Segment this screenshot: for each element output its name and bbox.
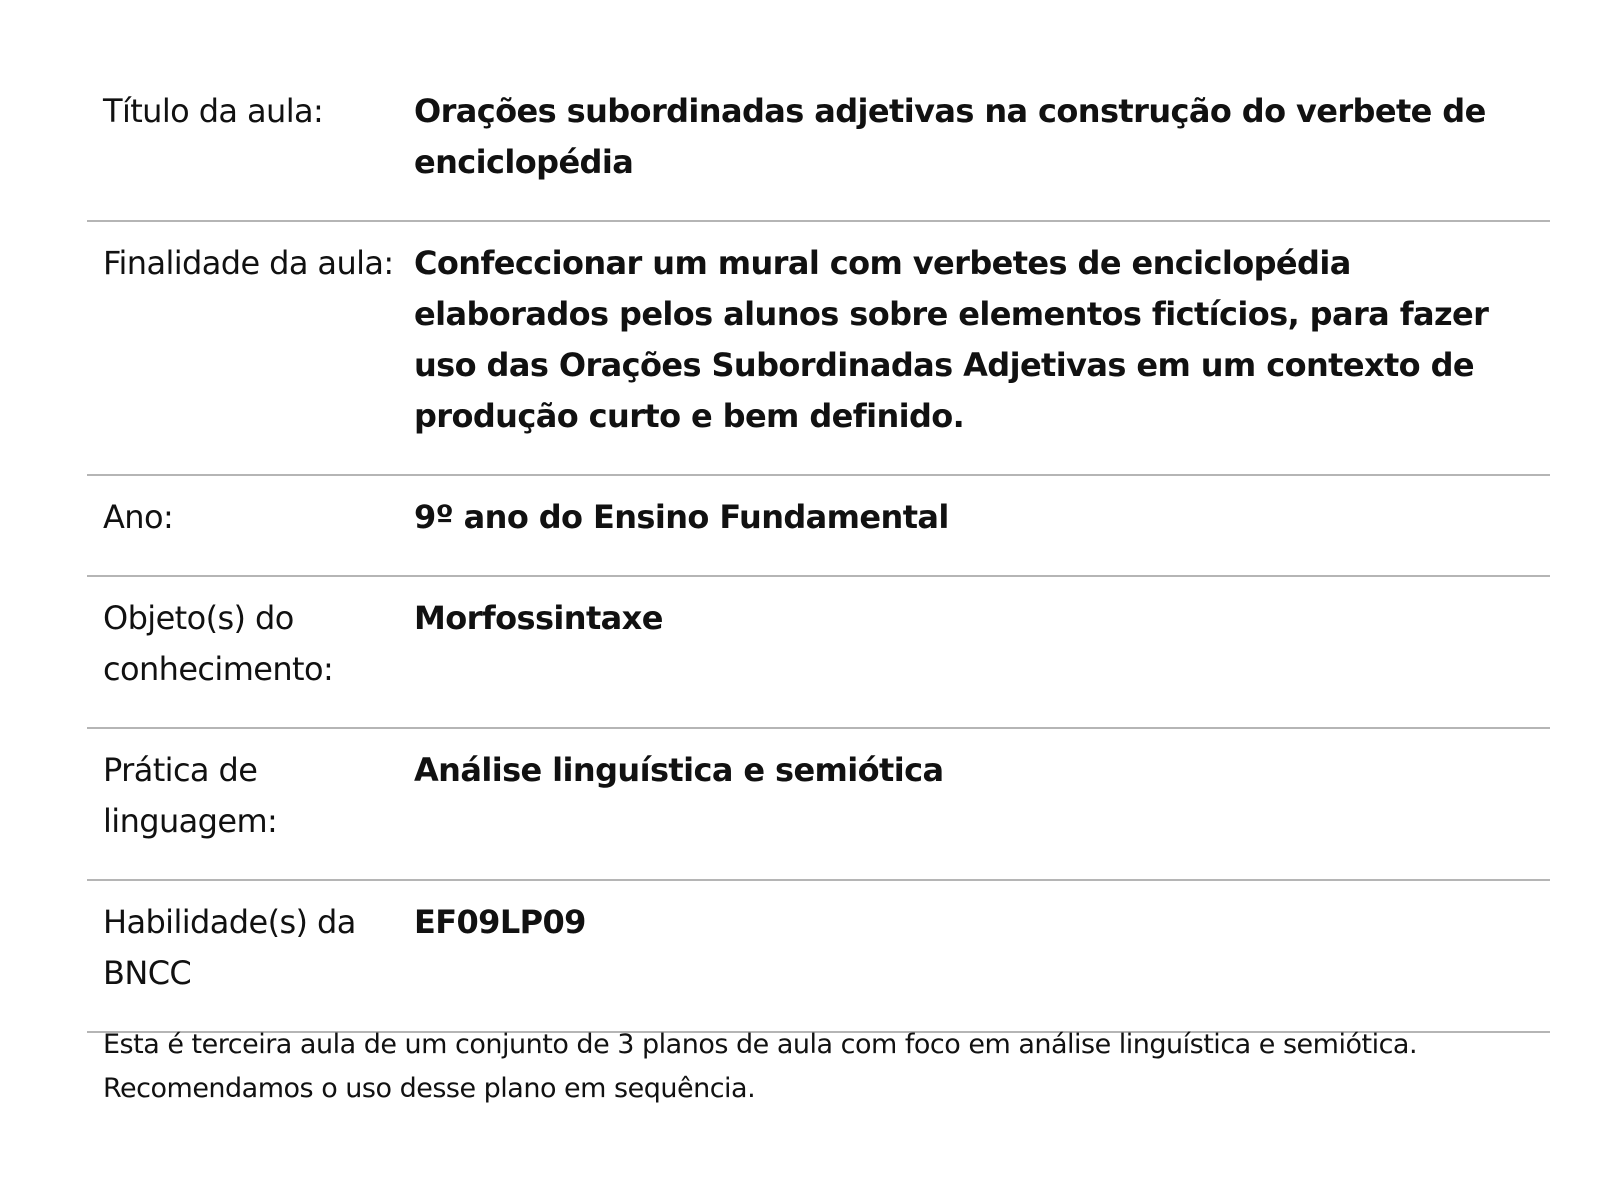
row-finalidade	[87, 222, 1550, 476]
value-pratica: Análise linguística e semiótica	[414, 751, 944, 789]
row-objeto	[87, 577, 1550, 729]
row-habilidade	[87, 881, 1550, 1033]
row-ano	[87, 476, 1550, 577]
value-titulo: Orações subordinadas adjetivas na construção do verbete de enciclopédia	[414, 92, 1486, 181]
label-objeto: Objeto(s) do conhecimento:	[103, 599, 334, 688]
label-habilidade: Habilidade(s) da BNCC	[103, 903, 356, 992]
lesson-info-table	[87, 70, 1550, 1033]
value-habilidade: EF09LP09	[414, 903, 586, 941]
value-objeto: Morfossintaxe	[414, 599, 663, 637]
row-pratica	[87, 729, 1550, 881]
value-finalidade: Confeccionar um mural com verbetes de enciclopédia elaborados pelos alunos sobre elementos fictícios, para fazer uso das Orações Subordinadas Adjetivas em um contexto de produção curto e bem definido.	[414, 244, 1489, 435]
row-titulo	[87, 70, 1550, 222]
value-ano: 9º ano do Ensino Fundamental	[414, 498, 949, 536]
sequence-note: Esta é terceira aula de um conjunto de 3 planos de aula com foco em análise linguística e semiótica. Recomendamos o uso desse plano em sequência.	[103, 1029, 1418, 1104]
label-pratica: Prática de linguagem:	[103, 751, 278, 840]
label-finalidade: Finalidade da aula:	[103, 244, 394, 282]
label-ano: Ano:	[103, 498, 174, 536]
label-titulo: Título da aula:	[103, 92, 324, 130]
